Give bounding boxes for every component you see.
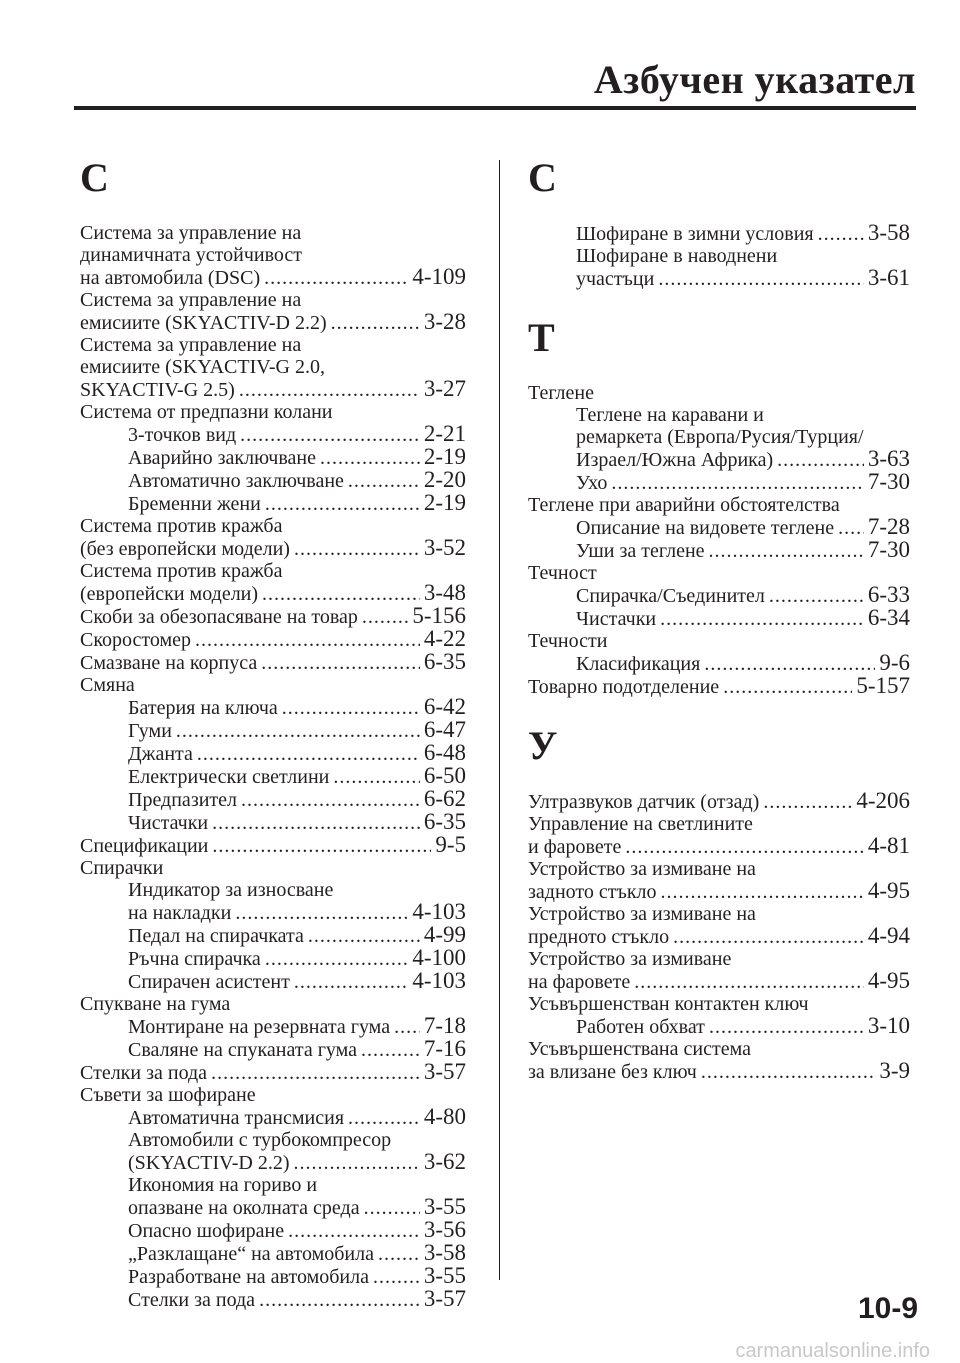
dot-leader bbox=[361, 1039, 420, 1061]
entry-text: Спецификации bbox=[80, 835, 209, 857]
index-subentry bbox=[80, 970, 466, 993]
entry-text: Ултразвуков датчик (отзад) bbox=[528, 791, 760, 813]
entry-text: Чистачки bbox=[576, 608, 657, 630]
dot-leader bbox=[331, 312, 420, 334]
entry-text: Индикатор за износване bbox=[128, 879, 334, 901]
index-subentry bbox=[80, 719, 466, 742]
index-subentry bbox=[80, 1038, 466, 1061]
index-subentry bbox=[528, 267, 910, 290]
index-entry bbox=[80, 1084, 466, 1106]
entry-page-ref: 3-63 bbox=[867, 446, 910, 471]
entry-text: Аварийно заключване bbox=[128, 447, 316, 469]
page-title: Азбучен указател bbox=[593, 57, 916, 102]
entry-page-ref: 3-57 bbox=[423, 1059, 466, 1084]
entry-page-ref: 3-56 bbox=[423, 1217, 466, 1242]
entry-page-ref: 2-19 bbox=[423, 490, 466, 515]
entry-page-ref: 6-42 bbox=[423, 694, 466, 719]
entry-text: Система от предпазни колани bbox=[80, 401, 333, 423]
entry-page-ref: 3-58 bbox=[867, 220, 910, 245]
entry-page-ref: 7-30 bbox=[867, 469, 910, 494]
entry-text: Съвети за шофиране bbox=[80, 1084, 256, 1106]
index-entry bbox=[528, 993, 910, 1015]
dot-leader bbox=[294, 538, 420, 560]
dot-leader bbox=[282, 697, 420, 719]
entry-text: Икономия на гориво и bbox=[128, 1174, 318, 1196]
entry-page-ref: 4-94 bbox=[867, 923, 910, 948]
index-entry bbox=[528, 1038, 910, 1060]
entry-text: Устройство за измиване на bbox=[528, 858, 756, 880]
entry-text: Предпазител bbox=[128, 789, 238, 811]
entry-page-ref: 6-33 bbox=[867, 582, 910, 607]
entry-text: и фаровете bbox=[528, 836, 622, 858]
page-number: 10-9 bbox=[857, 1292, 918, 1325]
entry-text: (европейски модели) bbox=[80, 583, 259, 605]
index-subentry bbox=[80, 1174, 466, 1196]
entry-text: Усъвършенстван контактен ключ bbox=[528, 993, 809, 1015]
index-subentry bbox=[80, 879, 466, 901]
dot-leader bbox=[211, 1062, 420, 1084]
watermark: carmanualsonline.info bbox=[735, 1340, 930, 1362]
dot-leader bbox=[661, 881, 864, 903]
entry-page-ref: 3-27 bbox=[423, 376, 466, 401]
entry-text: 3-точков вид bbox=[128, 424, 237, 446]
entry-page-ref: 4-103 bbox=[412, 968, 466, 993]
dot-leader bbox=[763, 791, 852, 813]
dot-leader bbox=[673, 926, 864, 948]
entry-text: участъци bbox=[576, 268, 655, 290]
entry-page-ref: 6-35 bbox=[423, 649, 466, 674]
index-subentry bbox=[80, 1106, 466, 1129]
dot-leader bbox=[364, 1197, 420, 1219]
index-entry bbox=[80, 311, 466, 334]
index-subentry bbox=[528, 652, 910, 675]
index-column-right bbox=[528, 150, 910, 1083]
header-rule bbox=[74, 106, 916, 110]
dot-leader bbox=[660, 608, 864, 630]
dot-leader bbox=[777, 449, 864, 471]
index-subentry bbox=[80, 788, 466, 811]
entry-text: опазване на околната среда bbox=[128, 1197, 360, 1219]
entry-text: Система за управление на bbox=[80, 222, 302, 244]
entry-page-ref: 4-81 bbox=[867, 833, 910, 858]
entry-page-ref: 3-58 bbox=[423, 1240, 466, 1265]
dot-leader bbox=[373, 1266, 420, 1288]
entry-page-ref: 4-100 bbox=[412, 945, 466, 970]
dot-leader bbox=[293, 1152, 419, 1174]
entry-page-ref: 7-18 bbox=[423, 1013, 466, 1038]
index-entry bbox=[80, 515, 466, 537]
dot-leader bbox=[769, 585, 864, 607]
index-subentry bbox=[80, 492, 466, 515]
entry-page-ref: 3-48 bbox=[423, 580, 466, 605]
index-subentry bbox=[80, 901, 466, 924]
entry-text: ремаркета (Европа/Русия/Турция/ bbox=[576, 426, 864, 448]
index-subentry bbox=[80, 924, 466, 947]
entry-text: SKYACTIV-G 2.5) bbox=[80, 379, 235, 401]
entry-text: Уши за теглене bbox=[576, 540, 705, 562]
dot-leader bbox=[176, 720, 420, 742]
entry-page-ref: 3-62 bbox=[423, 1149, 466, 1174]
entry-page-ref: 6-34 bbox=[867, 605, 910, 630]
dot-leader bbox=[261, 652, 420, 674]
dot-leader bbox=[212, 835, 431, 857]
dot-leader bbox=[262, 583, 420, 605]
index-entry bbox=[80, 378, 466, 401]
dot-leader bbox=[611, 472, 863, 494]
entry-page-ref: 6-47 bbox=[423, 717, 466, 742]
index-entry bbox=[80, 605, 466, 628]
dot-leader bbox=[320, 447, 420, 469]
entry-text: Описание на видовете теглене bbox=[576, 517, 835, 539]
dot-leader bbox=[294, 971, 408, 993]
dot-leader bbox=[195, 629, 420, 651]
index-entry bbox=[528, 382, 910, 404]
entry-text: Система за управление на bbox=[80, 289, 302, 311]
entry-text: Теглене на каравани и bbox=[576, 404, 764, 426]
index-entry bbox=[80, 674, 466, 696]
index-entry bbox=[528, 494, 910, 516]
index-subentry bbox=[528, 471, 910, 494]
entry-text: (SKYACTIV-D 2.2) bbox=[128, 1152, 290, 1174]
index-subentry bbox=[80, 1151, 466, 1174]
entry-text: Стелки за пода bbox=[128, 1289, 256, 1311]
index-subentry bbox=[80, 1015, 466, 1038]
index-subentry bbox=[528, 584, 910, 607]
index-entry bbox=[80, 537, 466, 560]
index-subentry bbox=[528, 426, 910, 448]
entry-text: Монтиране на резервната гума bbox=[128, 1016, 391, 1038]
entry-page-ref: 3-9 bbox=[879, 1058, 910, 1083]
index-subentry bbox=[80, 446, 466, 469]
index-entry bbox=[80, 334, 466, 356]
entry-text: Сваляне на спуканата гума bbox=[128, 1039, 358, 1061]
index-entry bbox=[80, 356, 466, 378]
entry-text: на фаровете bbox=[528, 971, 631, 993]
index-entry bbox=[528, 630, 910, 652]
entry-page-ref: 5-156 bbox=[412, 603, 466, 628]
section-letter: У bbox=[528, 723, 558, 768]
index-subentry bbox=[80, 742, 466, 765]
dot-leader bbox=[288, 1220, 420, 1242]
index-entry bbox=[528, 675, 910, 698]
entry-page-ref: 6-48 bbox=[423, 740, 466, 765]
index-subentry bbox=[528, 1015, 910, 1038]
dot-leader bbox=[394, 1016, 420, 1038]
dot-leader bbox=[240, 424, 420, 446]
entry-page-ref: 6-50 bbox=[423, 763, 466, 788]
index-entry bbox=[80, 222, 466, 244]
entry-page-ref: 4-206 bbox=[856, 788, 910, 813]
entry-text: Скоби за обезопасяване на товар bbox=[80, 606, 358, 628]
entry-text: Ухо bbox=[576, 472, 608, 494]
index-subentry bbox=[80, 696, 466, 719]
entry-page-ref: 3-57 bbox=[423, 1286, 466, 1311]
index-subentry bbox=[528, 245, 910, 267]
dot-leader bbox=[701, 1061, 875, 1083]
index-subentry bbox=[528, 539, 910, 562]
dot-leader bbox=[239, 379, 420, 401]
index-subentry bbox=[80, 423, 466, 446]
entry-page-ref: 3-10 bbox=[867, 1013, 910, 1038]
index-subentry bbox=[528, 516, 910, 539]
index-subentry bbox=[80, 1129, 466, 1151]
entry-page-ref: 4-95 bbox=[867, 878, 910, 903]
dot-leader bbox=[704, 653, 875, 675]
entry-text: Джанта bbox=[128, 743, 193, 765]
entry-text: Спирачен асистент bbox=[128, 971, 290, 993]
entry-text: Система за управление на bbox=[80, 334, 302, 356]
index-subentry bbox=[80, 947, 466, 970]
entry-text: Опасно шофиране bbox=[128, 1220, 285, 1242]
dot-leader bbox=[235, 902, 408, 924]
index-entry bbox=[528, 925, 910, 948]
index-column-left bbox=[80, 150, 466, 1311]
dot-leader bbox=[658, 268, 864, 290]
entry-text: Спирачки bbox=[80, 857, 164, 879]
entry-text: Стелки за пода bbox=[80, 1062, 208, 1084]
entry-page-ref: 6-35 bbox=[423, 809, 466, 834]
index-entry bbox=[528, 858, 910, 880]
entry-text: Теглене bbox=[528, 382, 594, 404]
entry-text: Електрически светлини bbox=[128, 766, 330, 788]
entry-text: Спирачка/Съединител bbox=[576, 585, 765, 607]
entry-text: (без европейски модели) bbox=[80, 538, 290, 560]
entry-page-ref: 9-5 bbox=[435, 832, 466, 857]
entry-text: Класификация bbox=[576, 653, 701, 675]
index-entry bbox=[528, 970, 910, 993]
index-subentry bbox=[528, 222, 910, 245]
index-subentry bbox=[80, 1196, 466, 1219]
entry-text: Спукване на гума bbox=[80, 993, 231, 1015]
index-entry bbox=[528, 903, 910, 925]
entry-page-ref: 4-95 bbox=[867, 968, 910, 993]
entry-page-ref: 6-62 bbox=[423, 786, 466, 811]
entry-page-ref: 5-157 bbox=[856, 673, 910, 698]
entry-text: на накладки bbox=[128, 902, 232, 924]
index-entry bbox=[80, 582, 466, 605]
entry-page-ref: 4-109 bbox=[412, 264, 466, 289]
entry-text: Автоматична трансмисия bbox=[128, 1107, 345, 1129]
index-entry bbox=[528, 562, 910, 584]
index-subentry bbox=[528, 404, 910, 426]
index-entry bbox=[80, 401, 466, 423]
entry-text: емисиите (SKYACTIV-D 2.2) bbox=[80, 312, 327, 334]
dot-leader bbox=[723, 676, 852, 698]
entry-text: Течност bbox=[528, 562, 597, 584]
dot-leader bbox=[308, 925, 420, 947]
column-divider bbox=[499, 160, 500, 1280]
entry-page-ref: 9-6 bbox=[879, 650, 910, 675]
index-entry bbox=[80, 993, 466, 1015]
entry-text: Теглене при аварийни обстоятелства bbox=[528, 494, 840, 516]
dot-leader bbox=[348, 470, 420, 492]
entry-text: Шофиране в зимни условия bbox=[576, 223, 814, 245]
entry-text: Автоматично заключване bbox=[128, 470, 344, 492]
entry-page-ref: 7-30 bbox=[867, 537, 910, 562]
index-subentry bbox=[80, 1219, 466, 1242]
entry-text: Скоростомер bbox=[80, 629, 192, 651]
dot-leader bbox=[838, 517, 864, 539]
entry-text: Шофиране в наводнени bbox=[576, 245, 778, 267]
entry-page-ref: 4-103 bbox=[412, 899, 466, 924]
dot-leader bbox=[709, 1016, 864, 1038]
entry-page-ref: 4-80 bbox=[423, 1104, 466, 1129]
entry-page-ref: 3-55 bbox=[423, 1263, 466, 1288]
index-entry bbox=[80, 266, 466, 289]
entry-text: Батерия на ключа bbox=[128, 697, 278, 719]
entry-text: Работен обхват bbox=[576, 1016, 705, 1038]
entry-text: Автомобили с турбокомпресор bbox=[128, 1129, 392, 1151]
index-entry bbox=[80, 857, 466, 879]
index-subentry bbox=[528, 607, 910, 630]
index-entry bbox=[80, 244, 466, 266]
entry-text: динамичната устойчивост bbox=[80, 244, 303, 266]
index-entry bbox=[528, 880, 910, 903]
entry-page-ref: 7-28 bbox=[867, 514, 910, 539]
dot-leader bbox=[333, 766, 419, 788]
dot-leader bbox=[634, 971, 864, 993]
entry-page-ref: 4-99 bbox=[423, 922, 466, 947]
dot-leader bbox=[264, 267, 408, 289]
index-entry bbox=[80, 834, 466, 857]
index-entry bbox=[528, 948, 910, 970]
entry-text: Педал на спирачката bbox=[128, 925, 304, 947]
index-entry bbox=[80, 628, 466, 651]
entry-text: Управление на светлините bbox=[528, 813, 753, 835]
entry-text: Течности bbox=[528, 630, 608, 652]
index-entry bbox=[80, 651, 466, 674]
index-entry bbox=[528, 790, 910, 813]
dot-leader bbox=[625, 836, 863, 858]
entry-page-ref: 2-21 bbox=[423, 421, 466, 446]
section-letter: С bbox=[528, 155, 557, 200]
entry-page-ref: 7-16 bbox=[423, 1036, 466, 1061]
entry-page-ref: 3-52 bbox=[423, 535, 466, 560]
entry-text: Смазване на корпуса bbox=[80, 652, 258, 674]
index-subentry bbox=[80, 469, 466, 492]
entry-text: на автомобила (DSC) bbox=[80, 267, 261, 289]
index-entry bbox=[528, 813, 910, 835]
entry-text: Система против кражба bbox=[80, 515, 283, 537]
entry-text: Товарно подотделение bbox=[528, 676, 720, 698]
entry-text: Смяна bbox=[80, 674, 135, 696]
entry-page-ref: 4-22 bbox=[423, 626, 466, 651]
entry-text: задното стъкло bbox=[528, 881, 657, 903]
dot-leader bbox=[709, 540, 864, 562]
entry-text: Усъвършенствана система bbox=[528, 1038, 751, 1060]
entry-page-ref: 3-61 bbox=[867, 265, 910, 290]
index-entry bbox=[80, 1061, 466, 1084]
dot-leader bbox=[378, 1243, 420, 1265]
section-letter: С bbox=[80, 155, 109, 200]
entry-page-ref: 2-19 bbox=[423, 444, 466, 469]
entry-text: Чистачки bbox=[128, 812, 209, 834]
dot-leader bbox=[265, 948, 409, 970]
entry-page-ref: 3-28 bbox=[423, 309, 466, 334]
entry-text: Гуми bbox=[128, 720, 172, 742]
entry-page-ref: 3-55 bbox=[423, 1194, 466, 1219]
entry-text: предното стъкло bbox=[528, 926, 670, 948]
entry-text: Бременни жени bbox=[128, 493, 261, 515]
index-subentry bbox=[80, 765, 466, 788]
entry-text: Разработване на автомобила bbox=[128, 1266, 369, 1288]
index-entry bbox=[528, 835, 910, 858]
entry-text: „Разклащане“ на автомобила bbox=[128, 1243, 374, 1265]
dot-leader bbox=[197, 743, 420, 765]
section-letter: Т bbox=[528, 315, 555, 360]
dot-leader bbox=[348, 1107, 420, 1129]
entry-text: Система против кражба bbox=[80, 560, 283, 582]
entry-page-ref: 2-20 bbox=[423, 467, 466, 492]
index-entry bbox=[528, 1060, 910, 1083]
entry-text: Устройство за измиване bbox=[528, 948, 732, 970]
entry-text: за влизане без ключ bbox=[528, 1061, 697, 1083]
index-subentry bbox=[80, 811, 466, 834]
dot-leader bbox=[259, 1289, 420, 1311]
index-subentry bbox=[528, 448, 910, 471]
entry-text: Израел/Южна Африка) bbox=[576, 449, 774, 471]
index-subentry bbox=[80, 1242, 466, 1265]
dot-leader bbox=[212, 812, 420, 834]
index-subentry bbox=[80, 1265, 466, 1288]
dot-leader bbox=[265, 493, 420, 515]
dot-leader bbox=[362, 606, 408, 628]
dot-leader bbox=[241, 789, 420, 811]
index-entry bbox=[80, 560, 466, 582]
entry-text: Ръчна спирачка bbox=[128, 948, 261, 970]
index-entry bbox=[80, 289, 466, 311]
index-subentry bbox=[80, 1288, 466, 1311]
entry-text: Устройство за измиване на bbox=[528, 903, 756, 925]
dot-leader bbox=[818, 223, 864, 245]
entry-text: емисиите (SKYACTIV-G 2.0, bbox=[80, 356, 325, 378]
